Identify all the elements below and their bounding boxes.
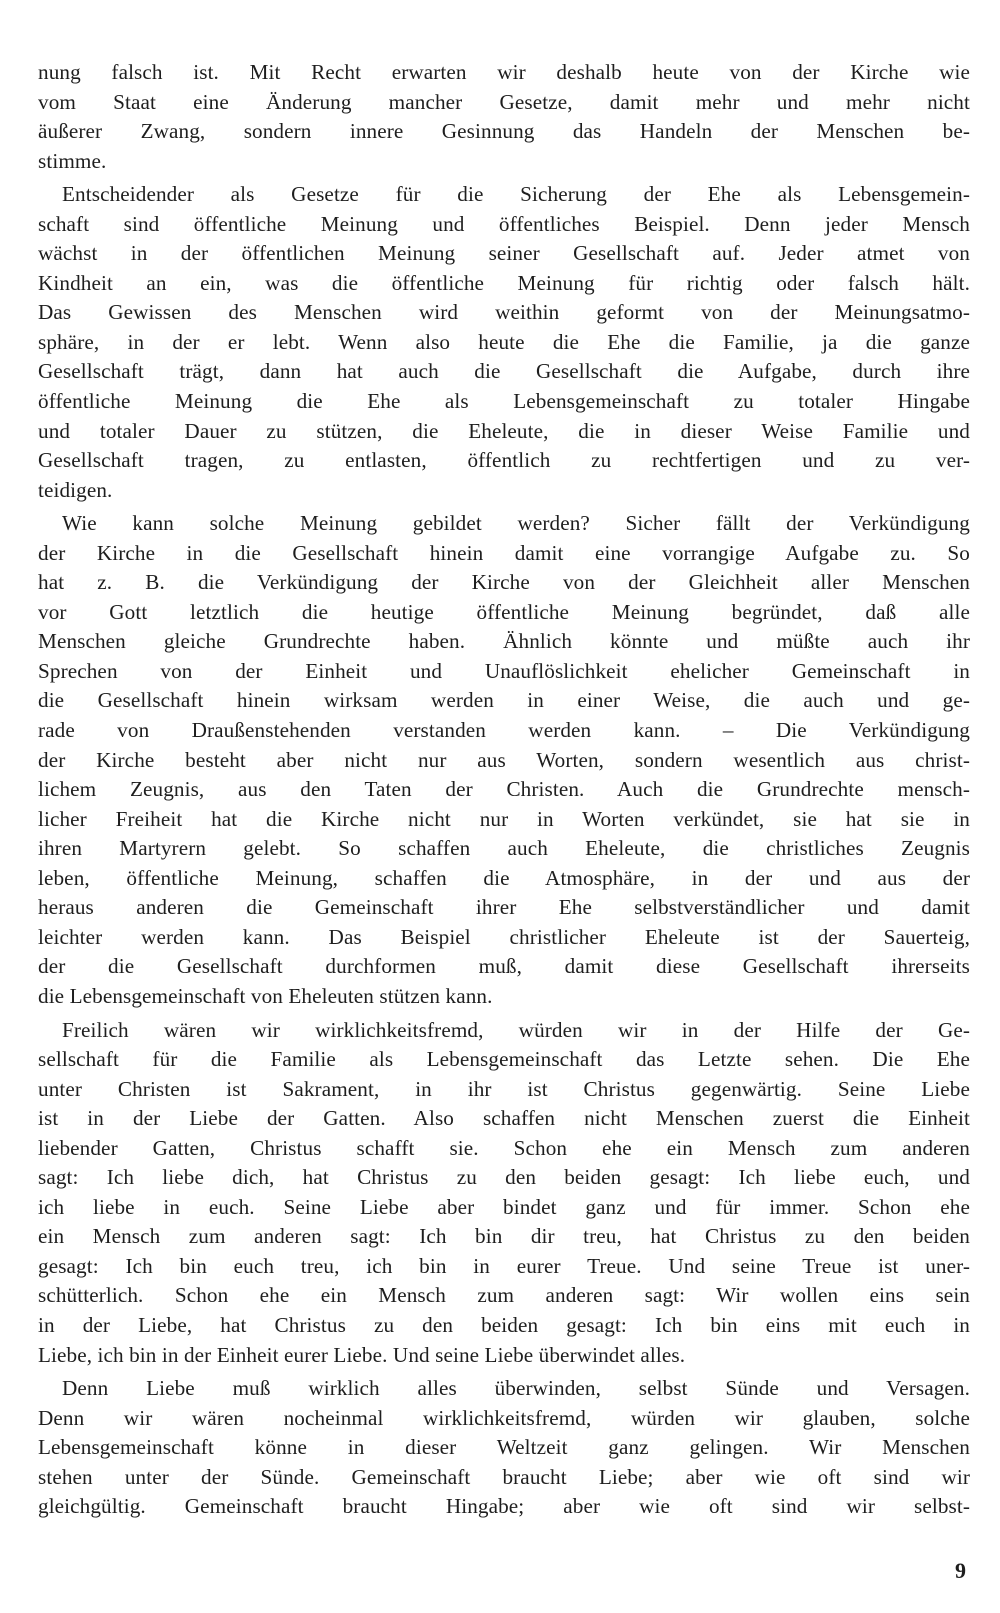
text-line: nung falsch ist. Mit Recht erwarten wir deshalb heute von der Kirche wie [38,60,970,84]
text-line: liebender Gatten, Christus schafft sie. Schon ehe ein Mensch zum anderen [38,1135,970,1160]
text-line: Menschen gleiche Grundrechte haben. Ähnlich könnte und müßte auch ihr [38,629,970,654]
text-line: stehen unter der Sünde. Gemeinschaft braucht Liebe; aber wie oft sind wir [38,1464,970,1489]
text-line: licher Freiheit hat die Kirche nicht nur in Worten verkündet, sie hat sie in [38,806,970,831]
text-line: leichter werden kann. Das Beispiel christlicher Eheleute ist der Sauerteig, [38,924,970,949]
text-line: Lebensgemeinschaft könne in dieser Weltzeit ganz gelingen. Wir Menschen [38,1435,970,1460]
text-line: sagt: Ich liebe dich, hat Christus zu den beiden gesagt: Ich liebe euch, und [38,1165,970,1190]
paragraph [38,1016,970,1371]
text-line: der Kirche in die Gesellschaft hinein damit eine vorrangige Aufgabe zu. So [38,540,970,565]
text-line: stimme. [38,148,107,173]
text-line: rade von Draußenstehenden verstanden werden kann. – Die Verkündigung [38,718,970,743]
text-line: öffentliche Meinung die Ehe als Lebensgemeinschaft zu totaler Hingabe [38,389,970,414]
text-line: ein Mensch zum anderen sagt: Ich bin dir treu, hat Christus zu den beiden [38,1224,970,1249]
paragraph [38,58,970,176]
text-line: Freilich wären wir wirklichkeitsfremd, würden wir in der Hilfe der Ge- [62,1017,970,1042]
text-line: der die Gesellschaft durchformen muß, damit diese Gesellschaft ihrerseits [38,954,970,979]
text-line: schaft sind öffentliche Meinung und öffentliches Beispiel. Denn jeder Mensch [38,211,970,236]
text-line: die Gesellschaft hinein wirksam werden in einer Weise, die auch und ge- [38,688,970,713]
text-line: sellschaft für die Familie als Lebensgemeinschaft das Letzte sehen. Die Ehe [38,1047,970,1072]
text-line: teidigen. [38,477,113,502]
text-line: Denn Liebe muß wirklich alles überwinden, selbst Sünde und Versagen. [62,1376,970,1401]
paragraph [38,1374,970,1522]
page-number: 9 [955,1558,966,1583]
text-line: vom Staat eine Änderung mancher Gesetze, damit mehr und mehr nicht [38,89,970,114]
text-line: Gesellschaft trägt, dann hat auch die Gesellschaft die Aufgabe, durch ihre [38,359,970,384]
text-line: hat z. B. die Verkündigung der Kirche von der Gleichheit aller Menschen [38,570,970,595]
text-line: schütterlich. Schon ehe ein Mensch zum anderen sagt: Wir wollen eins sein [38,1283,970,1308]
text-line: vor Gott letztlich die heutige öffentliche Meinung begründet, daß alle [38,599,970,624]
text-line: Kindheit an ein, was die öffentliche Meinung für richtig oder falsch hält. [38,270,970,295]
text-line: lichem Zeugnis, aus den Taten der Christen. Auch die Grundrechte mensch- [38,777,970,802]
text-line: ist in der Liebe der Gatten. Also schaffen nicht Menschen zuerst die Einheit [38,1106,970,1131]
text-line: Liebe, ich bin in der Einheit eurer Liebe. Und seine Liebe überwindet alles. [38,1342,686,1367]
text-line: Wie kann solche Meinung gebildet werden? Sicher fällt der Verkündigung [62,511,970,536]
text-line: und totaler Dauer zu stützen, die Eheleute, die in dieser Weise Familie und [38,418,970,443]
text-line: ich liebe in euch. Seine Liebe aber bindet ganz und für immer. Schon ehe [38,1194,970,1219]
text-line: Entscheidender als Gesetze für die Sicherung der Ehe als Lebensgemein- [62,182,970,207]
text-line: Gesellschaft tragen, zu entlasten, öffentlich zu rechtfertigen und zu ver- [38,448,970,473]
text-line: ihren Martyrern gelebt. So schaffen auch Eheleute, die christliches Zeugnis [38,836,970,861]
text-line: der Kirche besteht aber nicht nur aus Worten, sondern wesentlich aus christ- [38,747,970,772]
text-line: in der Liebe, hat Christus zu den beiden gesagt: Ich bin eins mit euch in [38,1312,970,1337]
text-line: Das Gewissen des Menschen wird weithin geformt von der Meinungsatmo- [38,300,970,325]
text-line: leben, öffentliche Meinung, schaffen die Atmosphäre, in der und aus der [38,865,970,890]
text-line: sphäre, in der er lebt. Wenn also heute die Ehe die Familie, ja die ganze [38,329,970,354]
text-line: gesagt: Ich bin euch treu, ich bin in eurer Treue. Und seine Treue ist uner- [38,1253,970,1278]
paragraph [38,509,970,1011]
text-line: die Lebensgemeinschaft von Eheleuten stützen kann. [38,983,493,1008]
text-line: Denn wir wären nocheinmal wirklichkeitsfremd, würden wir glauben, solche [38,1405,970,1430]
text-line: äußerer Zwang, sondern innere Gesinnung das Handeln der Menschen be- [38,119,970,144]
text-line: unter Christen ist Sakrament, in ihr ist Christus gegenwärtig. Seine Liebe [38,1076,970,1101]
text-line: heraus anderen die Gemeinschaft ihrer Ehe selbstverständlicher und damit [38,895,970,920]
text-line: gleichgültig. Gemeinschaft braucht Hingabe; aber wie oft sind wir selbst- [38,1494,970,1519]
text-line: Sprechen von der Einheit und Unauflöslichkeit ehelicher Gemeinschaft in [38,658,970,683]
text-line: wächst in der öffentlichen Meinung seiner Gesellschaft auf. Jeder atmet von [38,241,970,266]
body-text [38,58,970,1522]
paragraph [38,180,970,505]
